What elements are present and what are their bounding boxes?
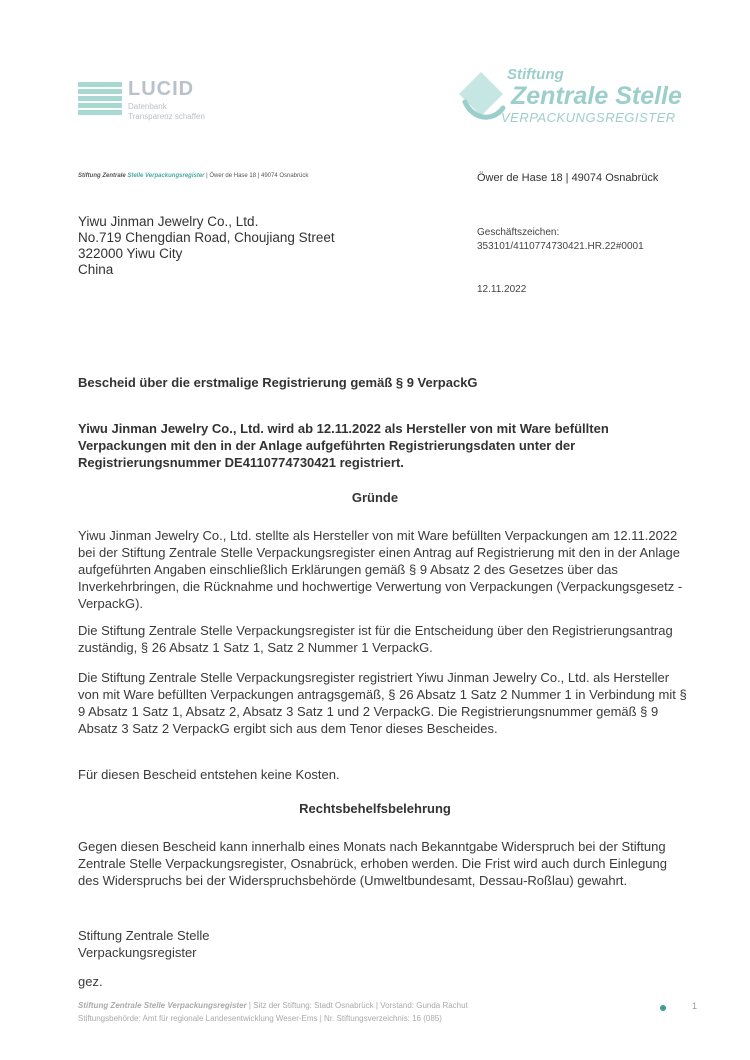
signature-line: Verpackungsregister [78,945,197,960]
document-title: Bescheid über die erstmalige Registrierung gemäß § 9 VerpackG [78,375,478,390]
lucid-logo-name: LUCID [128,78,195,100]
reference-number: 353101/4110774730421.HR.22#0001 [477,241,644,252]
zsvr-logo-line3: VERPACKUNGSREGISTER [501,110,676,125]
lucid-logo-tagline: Datenbank Transparenz schaffen [128,102,205,121]
decision-text: Yiwu Jinman Jewelry Co., Ltd. wird ab 12.11.2022 als Hersteller von mit Ware befüllten Verpackungen mit den in der Anlage aufgeführten Registrierungsdaten unter der Registrierungsnummer DE4110774730421 registriert. [78,421,609,470]
zsvr-logo-line2: Zentrale Stelle [511,82,682,110]
zsvr-logo-line1: Stiftung [507,66,564,83]
sender-return-line: Stiftung Zentrale Stelle Verpackungsregister | Öwer de Hase 18 | 49074 Osnabrück [78,173,309,179]
costs-paragraph: Für diesen Bescheid entstehen keine Kosten. [78,767,340,782]
zsvr-logo [455,64,705,130]
sender-address: Öwer de Hase 18 | 49074 Osnabrück [477,172,659,184]
reasons-paragraph: Die Stiftung Zentrale Stelle Verpackungsregister ist für die Entscheidung über den Registrierungsantrag zuständig, § 26 Absatz 1 Satz 1, Satz 2 Nummer 1 VerpackG. [78,623,673,655]
signature-block [78,927,210,961]
legal-remedy-paragraph: Gegen diesen Bescheid kann innerhalb eines Monats nach Bekanntgabe Widerspruch bei der Stiftung Zentrale Stelle Verpackungsregister, Osnabrück, erhoben werden. Die Frist wird auch durch Einlegung des Widerspruchs bei der Widerspruchsbehörde (Umweltbundesamt, Dessau-Roßlau) gewahrt. [78,839,667,888]
zsvr-logo-icon [455,68,507,126]
recipient-line: China [78,262,114,277]
reasons-paragraph: Yiwu Jinman Jewelry Co., Ltd. stellte als Hersteller von mit Ware befüllten Verpackungen am 12.11.2022 bei der Stiftung Zentrale Stelle Verpackungsregister einen Antrag auf Registrierung mit den in der Anlage aufgeführten Angaben einschließlich Erklärungen gemäß § 9 Absatz 2 des Gesetzes über das Inverkehrbringen, die Rücknahme und hochwertige Verwertung von Verpackungen (Verpackungsgesetz - VerpackG). [78,528,683,611]
footer-line-1: Stiftung Zentrale Stelle Verpackungsregister | Sitz der Stiftung: Stadt Osnabrück | Vorstand: Gunda Rachut [78,1001,468,1010]
document-date: 12.11.2022 [477,284,527,295]
lucid-logo [78,78,238,124]
footer-dot-icon [660,1005,666,1011]
recipient-line: Yiwu Jinman Jewelry Co., Ltd. [78,214,259,229]
lucid-logo-icon [78,82,122,122]
reasons-paragraph: Die Stiftung Zentrale Stelle Verpackungsregister registriert Yiwu Jinman Jewelry Co., Ltd. als Hersteller von mit Ware befüllten Verpackungen antragsgemäß, § 26 Absatz 1 Satz 2 Nummer 1 in Verbindung mit § 9 Absatz 1 Satz 1, Absatz 2, Absatz 3 Satz 1 und 2 VerpackG. Die Registrierungsnummer gemäß § 9 Absatz 3 Satz 2 VerpackG ergibt sich aus dem Tenor dieses Bescheides. [78,670,687,736]
page-number: 1 [692,1001,698,1011]
signature-line: Stiftung Zentrale Stelle [78,928,210,943]
heading-reasons: Gründe [351,490,399,505]
footer-line-2: Stiftungsbehörde: Amt für regionale Landesentwicklung Weser-Ems | Nr. Stiftungsverzeichnis: 16 (085) [78,1014,442,1023]
heading-legal-remedy: Rechtsbehelfsbelehrung [299,801,451,816]
reference-label: Geschäftszeichen: [477,227,560,238]
recipient-address [78,214,335,278]
signed-marker: gez. [78,974,103,989]
recipient-line: No.719 Chengdian Road, Choujiang Street [78,230,335,245]
recipient-line: 322000 Yiwu City [78,246,183,261]
